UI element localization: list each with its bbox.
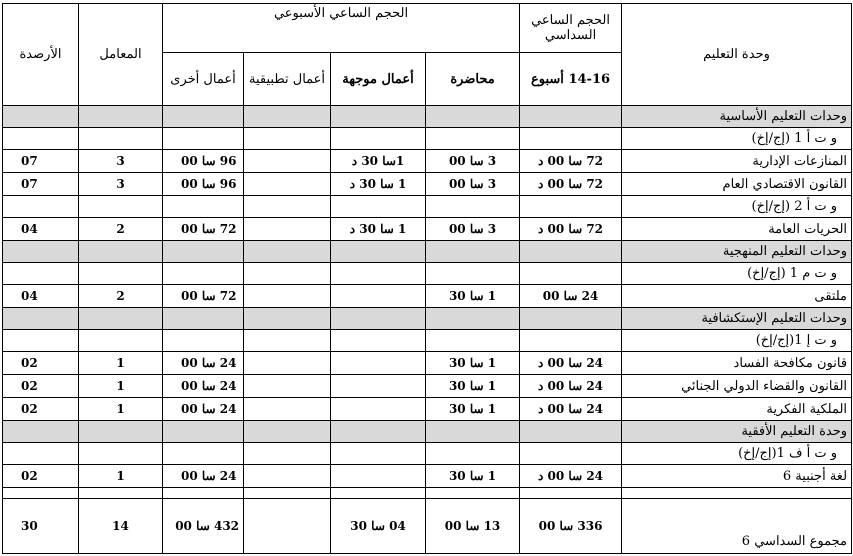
other-hours: 24 سا 00: [163, 352, 244, 375]
directed-hours: [331, 285, 426, 308]
semester-hours: 72 سا 00 د: [520, 173, 622, 196]
semester-hours: 24 سا 00: [520, 285, 622, 308]
total-row: [3, 499, 852, 554]
subsection-label: و ت أ 1 (إج/إخ): [622, 128, 852, 150]
practical-hours: [244, 375, 331, 398]
header-weeks: 14-16 أسبوع: [520, 53, 622, 106]
coefficient: 1: [79, 465, 163, 488]
directed-hours: [331, 375, 426, 398]
header-practical: [244, 53, 331, 106]
directed-hours: [331, 398, 426, 421]
practical-hours: [244, 285, 331, 308]
subsection-row: [3, 443, 852, 465]
credits: 02: [3, 375, 79, 398]
credits: 04: [3, 285, 79, 308]
table-row: [3, 173, 852, 196]
total-semester-hours: 336 سا 00: [520, 499, 622, 554]
credits: 07: [3, 150, 79, 173]
practical-hours: [244, 352, 331, 375]
table-row: [3, 398, 852, 421]
total-directed-hours: 04 سا 30: [331, 499, 426, 554]
header-other: [163, 53, 244, 106]
coefficient: 2: [79, 218, 163, 241]
spacer-row: [3, 488, 852, 499]
lecture-hours: 3 سا 00: [426, 173, 520, 196]
table-row: [3, 465, 852, 488]
directed-hours: 1سا 30 د: [331, 150, 426, 173]
semester-hours: 24 سا 00 د: [520, 398, 622, 421]
subsection-label: و ت إ 1(إج/إخ): [622, 330, 852, 352]
coefficient: 1: [79, 398, 163, 421]
header-directed: أعمال موجهة: [331, 53, 426, 106]
subsection-label: و ت أ ف 1(إج/إخ): [622, 443, 852, 465]
directed-hours: [331, 352, 426, 375]
credits: 02: [3, 352, 79, 375]
coefficient: 3: [79, 173, 163, 196]
section-row-horizontal: [3, 421, 852, 443]
directed-hours: 1 سا 30 د: [331, 173, 426, 196]
credits: 02: [3, 398, 79, 421]
header-semester-volume: [520, 4, 622, 53]
practical-hours: [244, 465, 331, 488]
semester-hours: 72 سا 00 د: [520, 218, 622, 241]
header-weekly-volume: الحجم الساعي الأسبوعي: [163, 4, 520, 53]
total-coefficient: 14: [79, 499, 163, 554]
table-row: [3, 218, 852, 241]
lecture-hours: 1 سا 30: [426, 398, 520, 421]
semester-hours: 24 سا 00 د: [520, 352, 622, 375]
subsection-label: و ت م 1 (إج/إخ): [622, 263, 852, 285]
header-credits: الأرصدة: [3, 4, 79, 106]
header-semester-volume-text: الحجم الساعي السداسي: [531, 13, 610, 43]
coefficient: 2: [79, 285, 163, 308]
directed-hours: 1 سا 30 د: [331, 218, 426, 241]
lecture-hours: 3 سا 00: [426, 218, 520, 241]
other-hours: 24 سا 00: [163, 398, 244, 421]
header-other-text: أعمال أخرى: [170, 71, 236, 87]
lecture-hours: 1 سا 30: [426, 375, 520, 398]
total-other-hours: 432 سا 00: [163, 499, 244, 554]
total-credits: 30: [3, 499, 79, 554]
section-row-method: [3, 241, 852, 263]
subsection-label: و ت أ 2 (إج/إخ): [622, 196, 852, 218]
header-unit: وحدة التعليم: [622, 4, 852, 106]
course-name: الملكية الفكرية: [622, 398, 852, 421]
practical-hours: [244, 150, 331, 173]
table-row: [3, 285, 852, 308]
coefficient: 3: [79, 150, 163, 173]
section-label: وحدة التعليم الأفقية: [622, 421, 852, 443]
other-hours: 72 سا 00: [163, 218, 244, 241]
other-hours: 96 سا 00: [163, 150, 244, 173]
semester-hours: 72 سا 00 د: [520, 150, 622, 173]
course-name: ملتقى: [622, 285, 852, 308]
course-name: قانون مكافحة الفساد: [622, 352, 852, 375]
lecture-hours: 1 سا 30: [426, 352, 520, 375]
table-row: [3, 352, 852, 375]
section-row-basic: [3, 106, 852, 128]
subsection-row: [3, 196, 852, 218]
lecture-hours: 1 سا 30: [426, 465, 520, 488]
coefficient: 1: [79, 375, 163, 398]
course-name: الحريات العامة: [622, 218, 852, 241]
practical-hours: [244, 218, 331, 241]
section-label: وحدات التعليم المنهجية: [622, 241, 852, 263]
header-practical-text: أعمال تطبيقية: [249, 71, 326, 87]
table-row: [3, 150, 852, 173]
table-row: [3, 375, 852, 398]
directed-hours: [331, 465, 426, 488]
semester-hours: 24 سا 00 د: [520, 375, 622, 398]
other-hours: 24 سا 00: [163, 465, 244, 488]
curriculum-table: [2, 3, 852, 554]
practical-hours: [244, 173, 331, 196]
total-practical-hours: [244, 499, 331, 554]
semester-hours: 24 سا 00 د: [520, 465, 622, 488]
subsection-row: [3, 330, 852, 352]
course-name: لغة أجنبية 6: [622, 465, 852, 488]
section-label: وحدات التعليم الإستكشافية: [622, 308, 852, 330]
course-name: القانون الاقتصادي العام: [622, 173, 852, 196]
credits: 07: [3, 173, 79, 196]
course-name: المنازعات الإدارية: [622, 150, 852, 173]
coefficient: 1: [79, 352, 163, 375]
section-row-discovery: [3, 308, 852, 330]
lecture-hours: 1 سا 30: [426, 285, 520, 308]
other-hours: 96 سا 00: [163, 173, 244, 196]
other-hours: 24 سا 00: [163, 375, 244, 398]
total-lecture-hours: 13 سا 00: [426, 499, 520, 554]
total-label: مجموع السداسي 6: [622, 499, 852, 554]
credits: 02: [3, 465, 79, 488]
course-name: القانون والقضاء الدولي الجنائي: [622, 375, 852, 398]
header-coefficient: المعامل: [79, 4, 163, 106]
credits: 04: [3, 218, 79, 241]
practical-hours: [244, 398, 331, 421]
subsection-row: [3, 263, 852, 285]
subsection-row: [3, 128, 852, 150]
header-lecture: محاضرة: [426, 53, 520, 106]
lecture-hours: 3 سا 00: [426, 150, 520, 173]
other-hours: 72 سا 00: [163, 285, 244, 308]
section-label: وحدات التعليم الأساسية: [622, 106, 852, 128]
